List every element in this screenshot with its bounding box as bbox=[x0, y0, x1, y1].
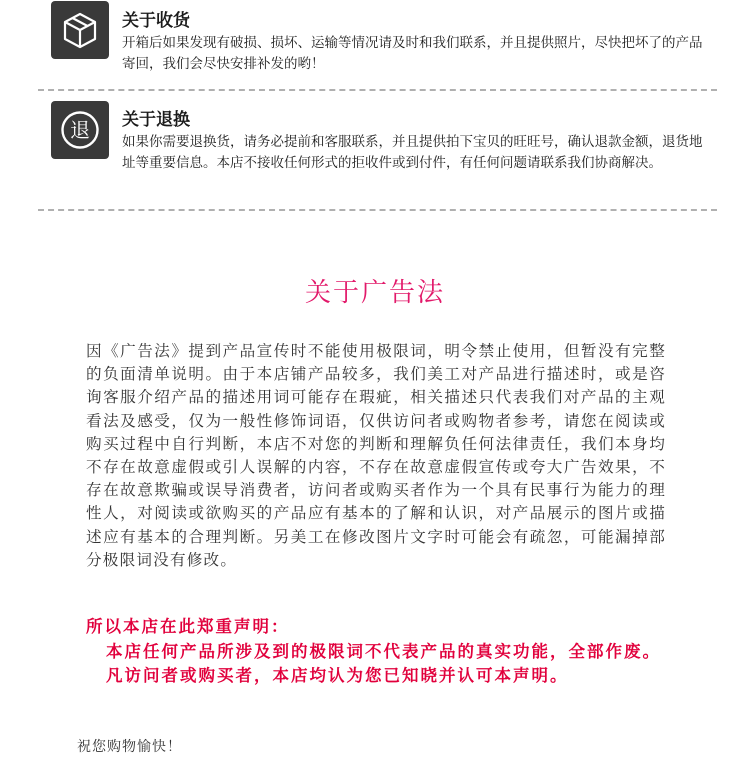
divider bbox=[38, 209, 717, 211]
receipt-title: 关于收货 bbox=[122, 11, 190, 31]
package-box-icon bbox=[51, 1, 109, 59]
return-badge-glyph: 退 bbox=[70, 118, 90, 142]
returns-text: 如果你需要退换货，请务必提前和客服联系，并且提供拍下宝贝的旺旺号，确认退款金额，退货地址等重要信息。本店不接收任何形式的拒收件或到付件，有任何问题请联系我们协商解决。 bbox=[122, 134, 703, 171]
return-badge-icon bbox=[51, 101, 109, 159]
returns-section bbox=[0, 95, 750, 210]
declaration-heading: 所以本店在此郑重声明： bbox=[86, 617, 290, 636]
returns-title: 关于退换 bbox=[122, 110, 190, 130]
ad-law-text: 因《广告法》提到产品宣传时不能使用极限词，明令禁止使用，但暂没有完整的负面清单说明。由于本店铺产品较多，我们美工对产品进行描述时，或是咨询客服介绍产品的描述用词可能存在瑕疵，相关描述只代表我们对产品的主观看法及感受，仅为一般性修饰词语，仅供访问者或购物者参考，请您在阅读或购买过程中自行判断，本店不对您的判断和理解负任何法律责任，我们本身均不存在故意虚假或引人误解的内容，不存在故意虚假宣传或夸大广告效果，不存在故意欺骗或误导消费者，访问者或购买者作为一个具有民事行为能力的理性人，对阅读或欲购买的产品应有基本的了解和认识，对产品展示的图片或描述应有基本的合理判断。另美工在修改图片文字时可能会有疏忽，可能漏掉部分极限词没有修改。 bbox=[86, 342, 666, 569]
ad-law-title: 关于广告法 bbox=[304, 278, 445, 308]
receipt-text: 开箱后如果发现有破损、损坏、运输等情况请及时和我们联系，并且提供照片，尽快把坏了的产品寄回，我们会尽快安排补发的哟！ bbox=[122, 35, 703, 72]
receipt-section bbox=[0, 0, 750, 90]
declaration-text: 本店任何产品所涉及到的极限词不代表产品的真实功能，全部作废。凡访问者或购买者，本店均认为您已知晓并认可本声明。 bbox=[106, 642, 661, 685]
divider bbox=[38, 89, 717, 91]
closing-greeting: 祝您购物愉快！ bbox=[77, 739, 182, 755]
